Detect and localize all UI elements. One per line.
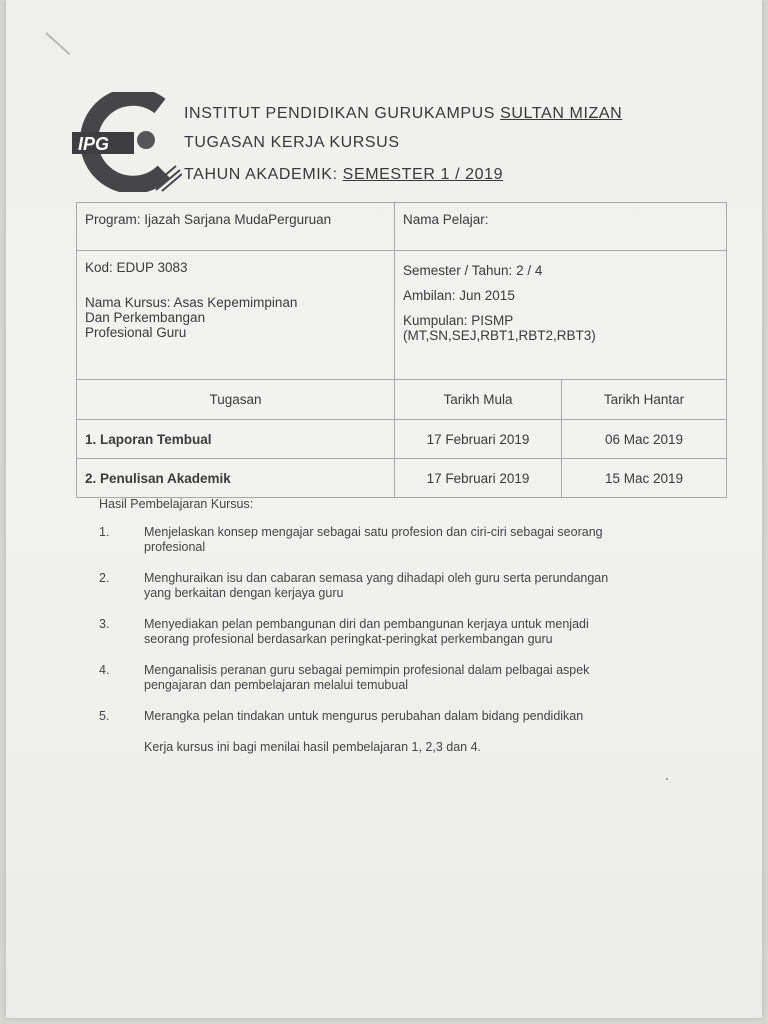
item-text: Menghuraikan isu dan cabaran semasa yang dihadapi oleh guru serta perundangan: [144, 571, 609, 585]
task-name: 2. Penulisan Akademik: [77, 459, 395, 498]
start-date: 17 Februari 2019: [395, 459, 562, 498]
intake: Ambilan: Jun 2015: [403, 288, 515, 303]
group-line1: Kumpulan: PISMP: [403, 313, 514, 328]
course-name-line2: Dan Perkembangan: [85, 310, 206, 325]
item-text: profesional: [144, 540, 206, 554]
list-item: [99, 709, 689, 724]
course-code-cell: [77, 251, 395, 380]
item-number: 2.: [99, 571, 110, 585]
course-name-line1: Nama Kursus: Asas Kepemimpinan: [85, 295, 298, 310]
course-code: Kod: EDUP 3083: [85, 260, 188, 275]
table-row: [77, 420, 727, 459]
speck: [666, 778, 668, 780]
item-text: Merangka pelan tindakan untuk mengurus perubahan dalam bidang pendidikan: [144, 709, 584, 723]
list-item: [99, 617, 689, 647]
col-header-tarikh-mula: Tarikh Mula: [395, 380, 562, 420]
item-number: 5.: [99, 709, 110, 723]
item-text: seorang profesional berdasarkan peringkat-peringkat perkembangan guru: [144, 632, 553, 646]
student-name-cell: Nama Pelajar:: [395, 203, 727, 251]
item-text: yang berkaitan dengan kerjaya guru: [144, 586, 344, 600]
course-info-table: [76, 202, 727, 498]
task-name: 1. Laporan Tembual: [77, 420, 395, 459]
outcomes-title: Hasil Pembelajaran Kursus:: [99, 497, 254, 511]
program-cell: Program: Ijazah Sarjana MudaPerguruan: [77, 203, 395, 251]
table-row: [77, 459, 727, 498]
col-header-tarikh-hantar: Tarikh Hantar: [562, 380, 727, 420]
list-item: [99, 663, 689, 693]
group-line2: (MT,SN,SEJ,RBT1,RBT2,RBT3): [403, 328, 596, 343]
semester-cell: [395, 251, 727, 380]
course-name-line3: Profesional Guru: [85, 325, 187, 340]
due-date: 06 Mac 2019: [562, 420, 727, 459]
learning-outcomes: [99, 497, 689, 740]
due-date: 15 Mac 2019: [562, 459, 727, 498]
item-number: 4.: [99, 663, 110, 677]
assessment-note: Kerja kursus ini bagi menilai hasil pembelajaran 1, 2,3 dan 4.: [144, 740, 481, 754]
document-title: TUGASAN KERJA KURSUS: [184, 134, 400, 151]
item-text: Menjelaskan konsep mengajar sebagai satu profesion dan ciri-ciri sebagai seorang: [144, 525, 603, 539]
document-page: [6, 0, 762, 1018]
logo-text: IPG: [78, 134, 110, 154]
item-number: 3.: [99, 617, 110, 631]
list-item: [99, 571, 689, 601]
item-text: Menyediakan pelan pembangunan diri dan pembangunan kerjaya untuk menjadi: [144, 617, 589, 631]
item-text: Menganalisis peranan guru sebagai pemimpin profesional dalam pelbagai aspek: [144, 663, 590, 677]
col-header-tugasan: Tugasan: [77, 380, 395, 420]
paper-crease: [45, 32, 70, 55]
ipg-logo-icon: [72, 92, 182, 192]
academic-year: TAHUN AKADEMIK: SEMESTER 1 / 2019: [184, 166, 504, 183]
item-number: 1.: [99, 525, 110, 539]
semester-year: Semester / Tahun: 2 / 4: [403, 263, 543, 278]
start-date: 17 Februari 2019: [395, 420, 562, 459]
item-text: pengajaran dan pembelajaran melalui temubual: [144, 678, 409, 692]
institute-name: INSTITUT PENDIDIKAN GURUKAMPUS SULTAN MIZAN: [184, 105, 623, 122]
list-item: [99, 525, 689, 555]
